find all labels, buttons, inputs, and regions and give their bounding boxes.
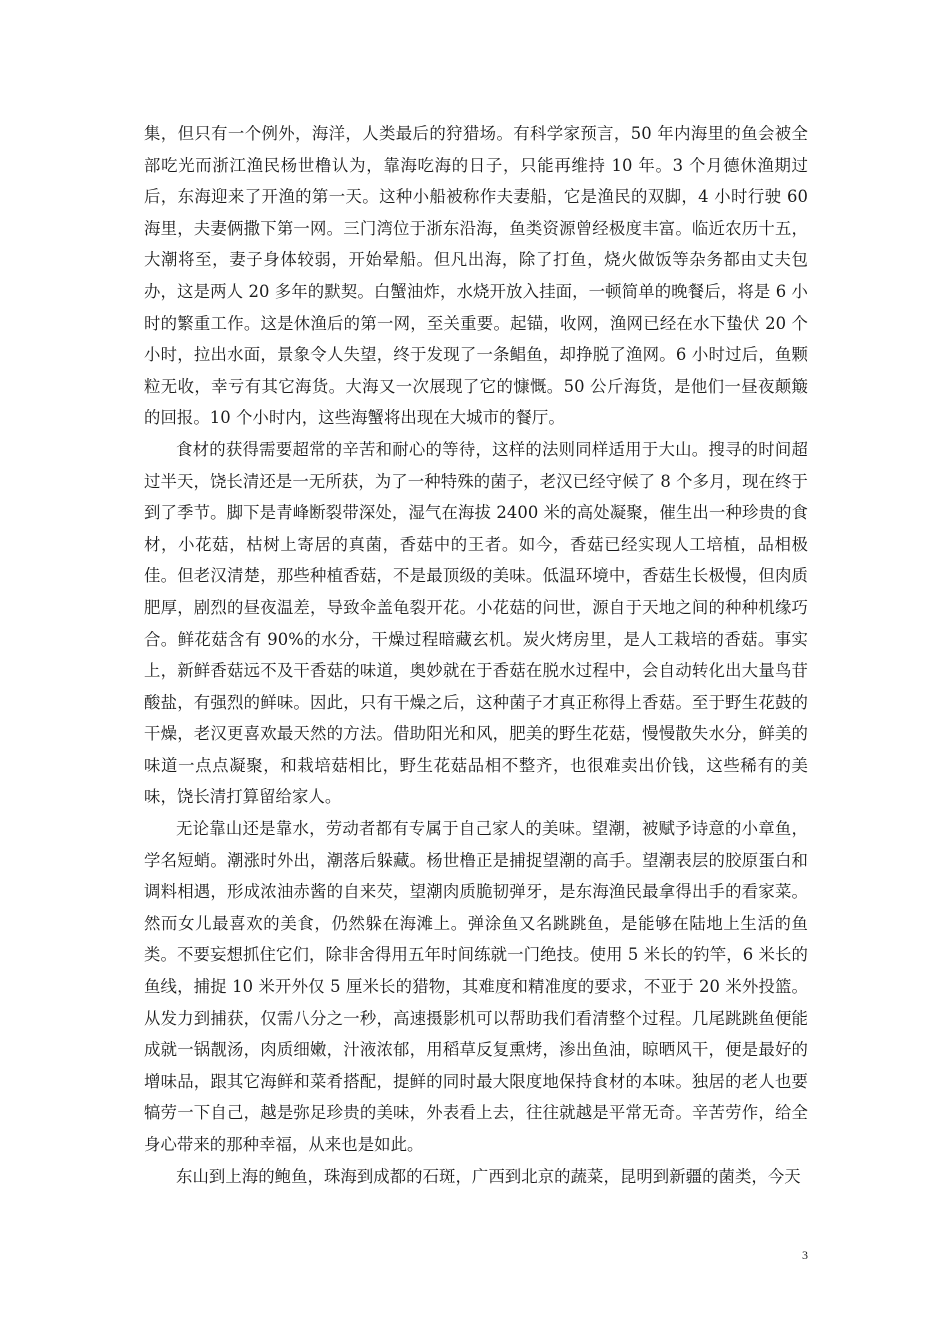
paragraph-fishing: 集，但只有一个例外，海洋，人类最后的狩猎场。有科学家预言，50 年内海里的鱼会被全部吃光而浙江渔民杨世橹认为，靠海吃海的日子，只能再维持 10 年。3 个月德休渔期过后，东海迎来了开渔的第一天。这种小船被称作夫妻船，它是渔民的双脚，4 小时行驶 60 海里，夫妻俩撒下第一网。三门湾位于浙东沿海，鱼类资源曾经极度丰富。临近农历十五，大潮将至，妻子身体较弱，开始晕船。但凡出海，除了打鱼，烧火做饭等杂务都由丈夫包办，这是两人 20 多年的默契。白蟹油炸，水烧开放入挂面，一顿简单的晚餐后，将是 6 小时的繁重工作。这是休渔后的第一网，至关重要。起锚，收网，渔网已经在水下蛰伏 20 个小时，拉出水面，景象令人失望，终于发现了一条鲳鱼，却挣脱了渔网。6 小时过后，鱼颗粒无收，幸亏有其它海货。大海又一次展现了它的慷慨。50 公斤海货，是他们一昼夜颠簸的回报。10 个小时内，这些海蟹将出现在大城市的餐厅。 xyxy=(144,124,808,428)
document-body xyxy=(144,118,808,1192)
paragraph-delivery: 东山到上海的鲍鱼，珠海到成都的石斑，广西到北京的蔬菜，昆明到新疆的菌类，今天 xyxy=(176,1166,801,1186)
paragraph-octopus-mudskipper: 无论靠山还是靠水，劳动者都有专属于自己家人的美味。望潮，被赋予诗意的小章鱼，学名短蛸。潮涨时外出，潮落后躲藏。杨世橹正是捕捉望潮的高手。望潮表层的胶原蛋白和调料相遇，形成浓油赤酱的自来芡，望潮肉质脆韧弹牙，是东海渔民最拿得出手的看家菜。然而女儿最喜欢的美食，仍然躲在海滩上。弹涂鱼又名跳跳鱼，是能够在陆地上生活的鱼类。不要妄想抓住它们，除非舍得用五年时间练就一门绝技。使用 5 米长的钓竿，6 米长的鱼线，捕捉 10 米开外仅 5 厘米长的猎物，其难度和精准度的要求，不亚于 20 米外投篮。从发力到捕获，仅需八分之一秒，高速摄影机可以帮助我们看清整个过程。几尾跳跳鱼便能成就一锅靓汤，肉质细嫩，汁液浓郁，用稻草反复熏烤，渗出鱼油，晾晒风干，便是最好的增味品，跟其它海鲜和菜肴搭配，提鲜的同时最大限度地保持食材的本味。独居的老人也要犒劳一下自己，越是弥足珍贵的美味，外表看上去，往往就越是平常无奇。辛苦劳作，给全身心带来的那种幸福，从来也是如此。 xyxy=(144,819,808,1154)
paragraph-mushroom: 食材的获得需要超常的辛苦和耐心的等待，这样的法则同样适用于大山。搜寻的时间超过半天，饶长清还是一无所获，为了一种特殊的菌子，老汉已经守候了 8 个多月，现在终于到了季节。脚下是青峰断裂带深处，湿气在海拔 2400 米的高处凝聚，催生出一种珍贵的食材，小花菇，枯树上寄居的真菌，香菇中的王者。如今，香菇已经实现人工培植，品相极佳。但老汉清楚，那些种植香菇，不是最顶级的美味。低温环境中，香菇生长极慢，但肉质肥厚，剧烈的昼夜温差，导致伞盖龟裂开花。小花菇的问世，源自于天地之间的种种机缘巧合。鲜花菇含有 90%的水分，干燥过程暗藏玄机。炭火烤房里，是人工栽培的香菇。事实上，新鲜香菇远不及干香菇的味道，奥妙就在于香菇在脱水过程中，会自动转化出大量鸟苷酸盐，有强烈的鲜味。因此，只有干燥之后，这种菌子才真正称得上香菇。至于野生花鼓的干燥，老汉更喜欢最天然的方法。借助阳光和风，肥美的野生花菇，慢慢散失水分，鲜美的味道一点点凝聚，和栽培菇相比，野生花菇品相不整齐，也很难卖出价钱，这些稀有的美味，饶长清打算留给家人。 xyxy=(144,439,808,807)
page-number: 3 xyxy=(802,1248,808,1262)
